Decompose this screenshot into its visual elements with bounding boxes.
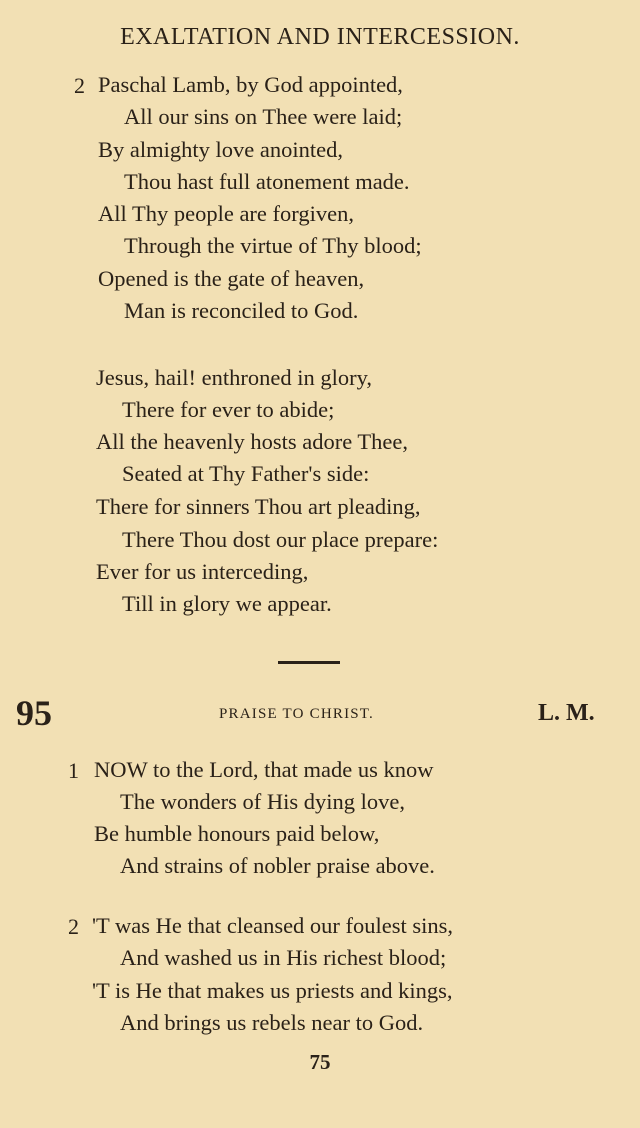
verse-number: 2 <box>68 914 79 939</box>
verse-line: Jesus, hail! enthroned in glory, <box>96 365 372 390</box>
verse-line: 'T was He that cleansed our foulest sins, <box>92 913 454 938</box>
verse-line: Thou hast full atonement made. <box>124 169 410 194</box>
verse-number: 1 <box>68 758 79 783</box>
hymn-number: 95 <box>16 693 52 733</box>
verse-line: Opened is the gate of heaven, <box>98 266 365 291</box>
verse-line: And strains of nobler praise above. <box>120 853 435 878</box>
verse-line: Be humble honours paid below, <box>94 821 380 846</box>
verse-number: 2 <box>74 73 85 98</box>
verse-line: Through the virtue of Thy blood; <box>124 233 422 258</box>
section-divider <box>278 661 340 664</box>
verse-line: Seated at Thy Father's side: <box>122 461 370 486</box>
verse-line: All the heavenly hosts adore Thee, <box>96 429 408 454</box>
verse-line: NOW to the Lord, that made us know <box>94 757 434 782</box>
verse-line: 'T is He that makes us priests and kings, <box>92 978 453 1003</box>
page-number: 75 <box>309 1050 331 1074</box>
verse-line: Ever for us interceding, <box>96 559 309 584</box>
verse-line: The wonders of His dying love, <box>120 789 405 814</box>
verse-line: There for sinners Thou art pleading, <box>96 494 421 519</box>
hymn-meter: L. M. <box>538 700 595 726</box>
verse-line: By almighty love anointed, <box>98 137 343 162</box>
hymn-title: PRAISE TO CHRIST. <box>219 706 375 722</box>
verse-line: All Thy people are forgiven, <box>98 201 354 226</box>
verse-line: There for ever to abide; <box>122 397 335 422</box>
verse-line: Till in glory we appear. <box>122 591 332 616</box>
verse-line: And brings us rebels near to God. <box>120 1010 424 1035</box>
running-head: EXALTATION AND INTERCESSION. <box>120 24 520 50</box>
verse-line: And washed us in His richest blood; <box>120 945 447 970</box>
verse-line: All our sins on Thee were laid; <box>124 104 403 129</box>
verse-line: There Thou dost our place prepare: <box>122 527 439 552</box>
verse-line: Man is reconciled to God. <box>124 298 359 323</box>
verse-line: Paschal Lamb, by God appointed, <box>98 72 403 97</box>
